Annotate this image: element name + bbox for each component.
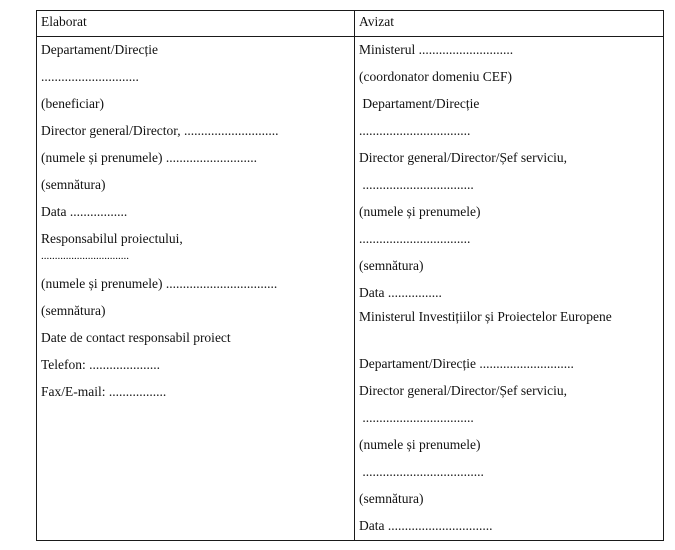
- right-line: Data ................: [359, 285, 442, 300]
- left-line: (numele și prenumele) ...........................: [41, 150, 257, 165]
- right-line: .................................: [359, 231, 471, 246]
- left-line: (semnătura): [41, 303, 106, 318]
- header-avizat: Avizat: [359, 14, 394, 29]
- right-line: ....................................: [359, 464, 484, 479]
- right-line: .................................: [359, 410, 474, 425]
- left-line: Departament/Direcție: [41, 42, 158, 57]
- right-line: (semnătura): [359, 258, 424, 273]
- right-line: Director general/Director/Șef serviciu,: [359, 383, 568, 398]
- header-divider: [37, 36, 663, 37]
- header-elaborat: Elaborat: [41, 14, 87, 29]
- right-line: Director general/Director/Șef serviciu,: [359, 150, 568, 165]
- left-line: Director general/Director, ............................: [41, 123, 279, 138]
- right-line: Data ...............................: [359, 518, 493, 533]
- left-line: ................................: [41, 250, 129, 262]
- left-line: (beneficiar): [41, 96, 104, 111]
- right-line-ministry-europe: Ministerul Investițiilor și Proiectelor Europene: [359, 309, 612, 324]
- left-line: (numele și prenumele) .................................: [41, 276, 278, 291]
- signature-table: [36, 10, 664, 541]
- left-line: Telefon: .....................: [41, 357, 161, 372]
- right-line: .................................: [359, 123, 471, 138]
- left-line: (semnătura): [41, 177, 106, 192]
- left-line: Data .................: [41, 204, 128, 219]
- right-line: Departament/Direcție: [359, 96, 480, 111]
- right-line: (numele și prenumele): [359, 204, 481, 219]
- left-line: .............................: [41, 69, 139, 84]
- column-divider: [354, 11, 355, 540]
- left-line: Responsabilul proiectului,: [41, 231, 183, 246]
- right-line: Departament/Direcție ............................: [359, 356, 574, 371]
- left-line: Date de contact responsabil proiect: [41, 330, 231, 345]
- right-line: (semnătura): [359, 491, 424, 506]
- right-line: (coordonator domeniu CEF): [359, 69, 512, 84]
- right-line: Ministerul ............................: [359, 42, 514, 57]
- right-line: (numele și prenumele): [359, 437, 481, 452]
- right-line: .................................: [359, 177, 474, 192]
- left-line: Fax/E-mail: .................: [41, 384, 167, 399]
